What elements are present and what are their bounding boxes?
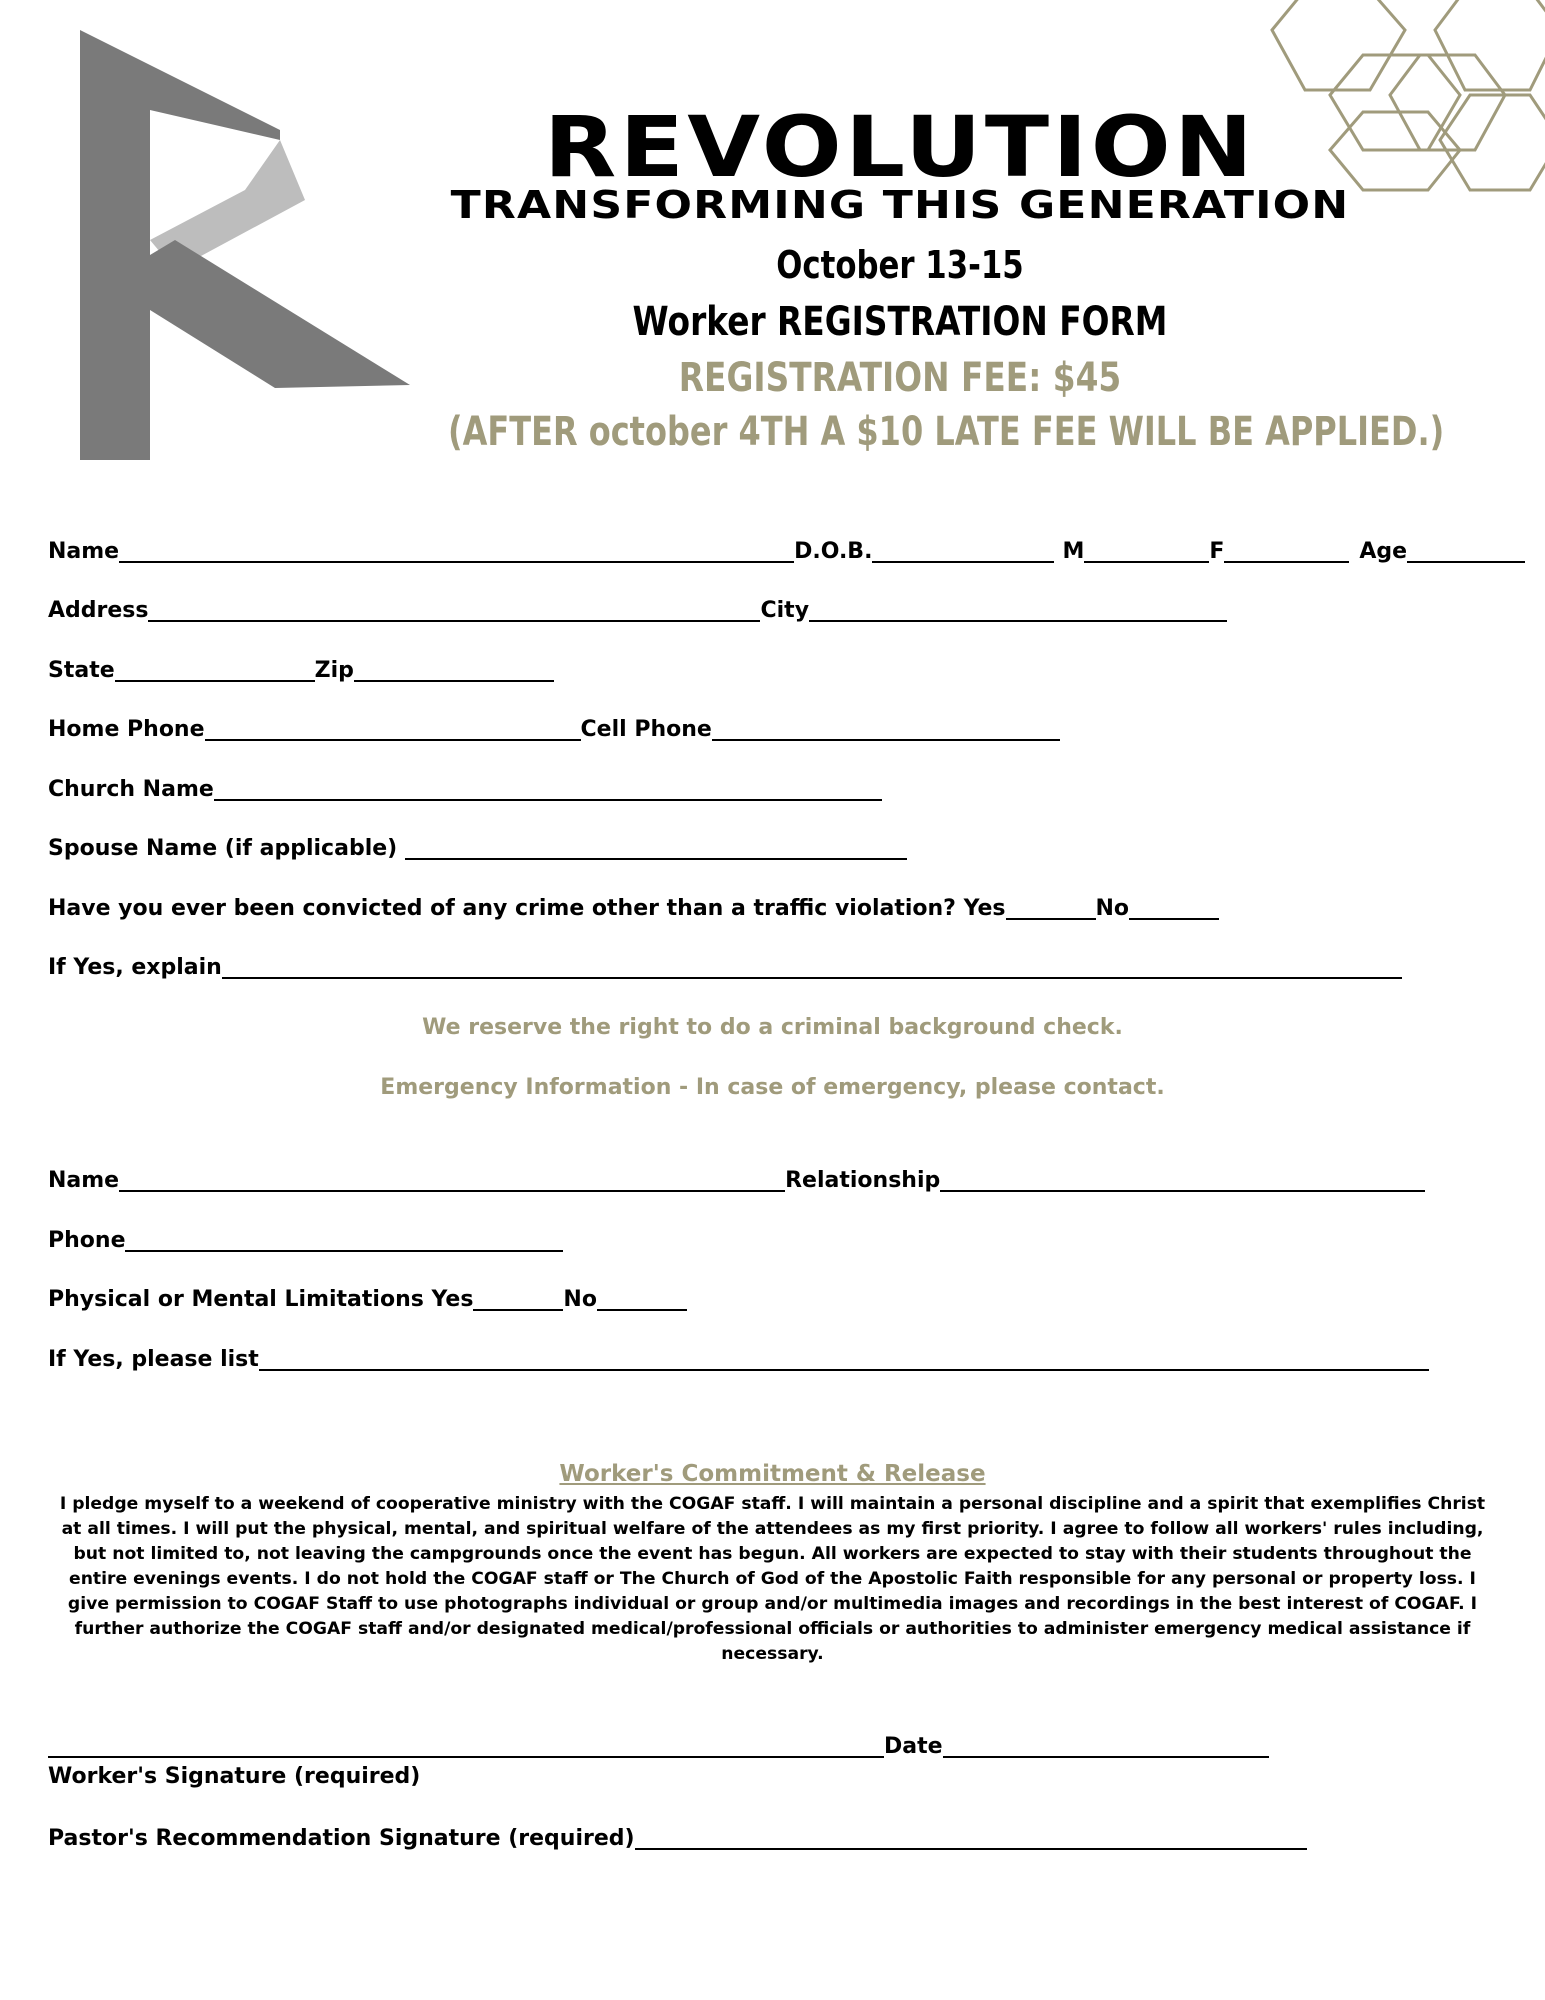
logo-r-leg <box>150 240 410 388</box>
emergency-name-row <box>48 1164 1425 1194</box>
event-dates: October 13-15 <box>776 243 1024 287</box>
limitations-list-field[interactable] <box>259 1345 1429 1371</box>
limitations-row <box>48 1283 687 1313</box>
crime-yes-field[interactable] <box>1006 894 1096 920</box>
pastor-signature-field[interactable] <box>635 1824 1307 1850</box>
cell-phone-label: Cell Phone <box>580 717 712 742</box>
church-name-label: Church Name <box>48 777 214 802</box>
limitations-yes-field[interactable] <box>473 1285 563 1311</box>
limitations-list-label: If Yes, please list <box>48 1347 259 1372</box>
phone-row <box>48 713 1060 743</box>
late-fee-note: (AFTER october 4TH A $10 LATE FEE WILL BE APPLIED.) <box>448 409 1445 455</box>
female-label: F <box>1209 539 1225 564</box>
dob-field[interactable] <box>872 537 1054 563</box>
spouse-row <box>48 832 907 862</box>
name-label: Name <box>48 539 120 564</box>
male-field[interactable] <box>1084 537 1209 563</box>
release-heading: Worker's Commitment & Release <box>559 1461 986 1487</box>
name-row <box>48 535 1525 565</box>
city-label: City <box>760 598 810 623</box>
home-phone-field[interactable] <box>205 715 581 741</box>
explain-label: If Yes, explain <box>48 955 222 980</box>
address-field[interactable] <box>148 596 760 622</box>
limitations-list-row <box>48 1343 1429 1373</box>
worker-signature-row <box>48 1730 1269 1760</box>
worker-signature-field[interactable] <box>48 1732 884 1758</box>
event-title: REVOLUTION <box>543 98 1257 196</box>
spouse-name-field[interactable] <box>405 834 907 860</box>
limitations-no-field[interactable] <box>597 1285 687 1311</box>
event-subtitle: TRANSFORMING THIS GENERATION <box>450 183 1350 227</box>
crime-question-row <box>48 892 1219 922</box>
address-label: Address <box>48 598 149 623</box>
home-phone-label: Home Phone <box>48 717 205 742</box>
explain-row <box>48 951 1402 981</box>
relationship-field[interactable] <box>940 1166 1425 1192</box>
cell-phone-field[interactable] <box>712 715 1060 741</box>
limitations-no-label: No <box>563 1287 597 1312</box>
worker-signature-caption-row <box>48 1760 420 1790</box>
emergency-info-heading: Emergency Information - In case of emergency, please contact. <box>380 1075 1165 1100</box>
address-row <box>48 594 1227 624</box>
emergency-name-label: Name <box>48 1168 120 1193</box>
emergency-phone-row <box>48 1224 563 1254</box>
explain-field[interactable] <box>222 953 1402 979</box>
pastor-signature-row <box>48 1822 1307 1852</box>
crime-question-label: Have you ever been convicted of any crime other than a traffic violation? Yes <box>48 896 1006 921</box>
city-field[interactable] <box>809 596 1227 622</box>
dob-label: D.O.B. <box>794 539 873 564</box>
emergency-phone-label: Phone <box>48 1228 126 1253</box>
state-zip-row <box>48 654 554 684</box>
age-field[interactable] <box>1407 537 1525 563</box>
worker-signature-label: Worker's Signature (required) <box>48 1764 421 1789</box>
registration-fee: REGISTRATION FEE: $45 <box>678 355 1122 401</box>
release-body: I pledge myself to a weekend of cooperative ministry with the COGAF staff. I will maintain a personal discipline and a spirit that exemplifies Christ at all times. I will put the physical, mental, and spiritual welfare of the attendees as my first priority. I agree to follow all workers' rules including, but not limited to, not leaving the campgrounds once the event has begun. All workers are expected to stay with their students throughout the entire evenings events. I do not hold the COGAF staff or The Church of God of the Apostolic Faith responsible for any personal or property loss. I give permission to COGAF Staff to use photographs individual or group and/or multimedia images and recordings in the best interest of COGAF. I further authorize the COGAF staff and/or designated medical/professional officials or authorities to administer emergency medical assistance if necessary. <box>59 1494 1486 1664</box>
male-label: M <box>1062 539 1085 564</box>
church-name-field[interactable] <box>214 775 882 801</box>
emergency-phone-field[interactable] <box>125 1226 563 1252</box>
church-row <box>48 773 882 803</box>
emergency-name-field[interactable] <box>119 1166 785 1192</box>
zip-label: Zip <box>314 658 354 683</box>
name-field[interactable] <box>119 537 794 563</box>
pastor-signature-label: Pastor's Recommendation Signature (required) <box>48 1826 635 1851</box>
state-label: State <box>48 658 115 683</box>
limitations-label: Physical or Mental Limitations Yes <box>48 1287 474 1312</box>
relationship-label: Relationship <box>785 1168 941 1193</box>
background-check-note: We reserve the right to do a criminal background check. <box>422 1015 1123 1040</box>
crime-no-label: No <box>1095 896 1130 921</box>
date-label: Date <box>884 1734 943 1759</box>
zip-field[interactable] <box>354 656 554 682</box>
spouse-name-label: Spouse Name (if applicable) <box>48 836 398 861</box>
state-field[interactable] <box>115 656 315 682</box>
crime-no-field[interactable] <box>1129 894 1219 920</box>
date-field[interactable] <box>943 1732 1269 1758</box>
form-title: Worker REGISTRATION FORM <box>632 299 1168 345</box>
female-field[interactable] <box>1224 537 1349 563</box>
age-label: Age <box>1359 539 1408 564</box>
